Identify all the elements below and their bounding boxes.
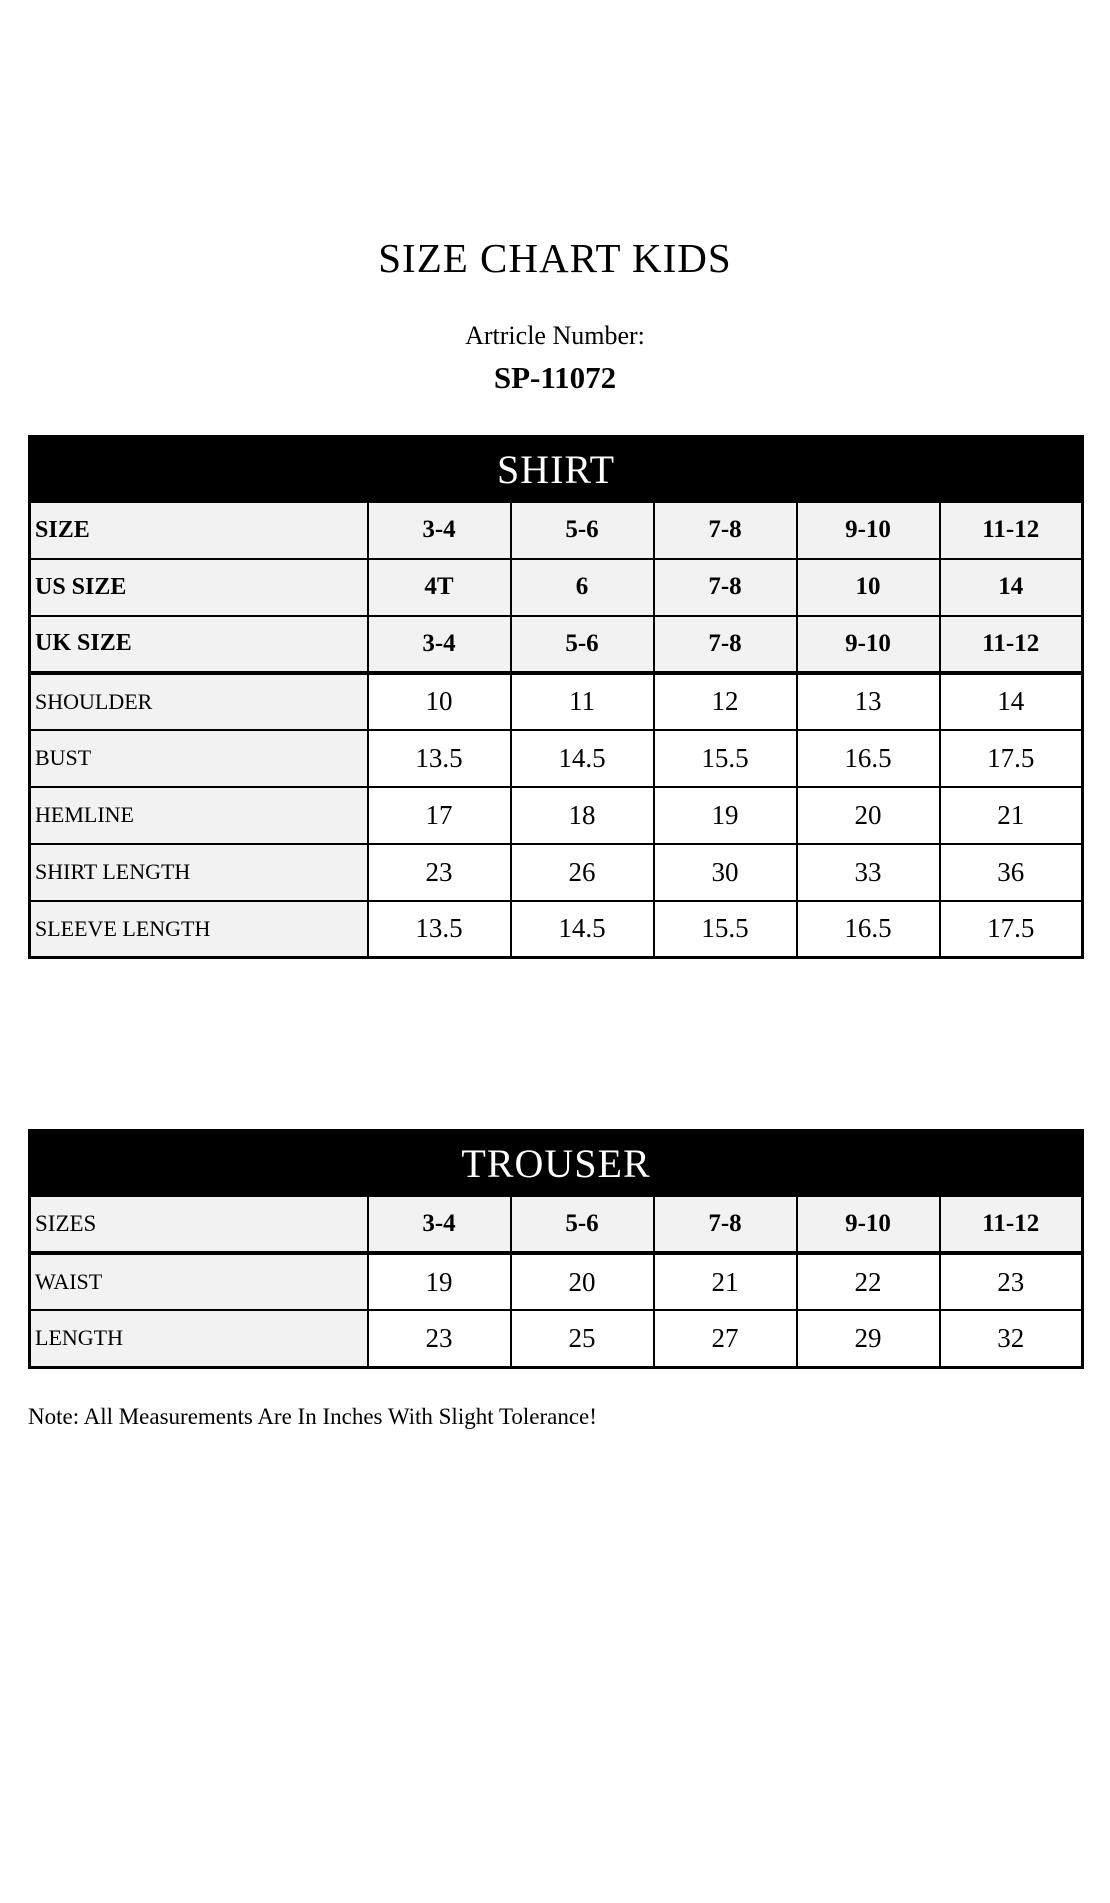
size-value-cell: 5-6	[511, 616, 654, 673]
size-value-cell: 19	[368, 1253, 511, 1310]
row-label: SIZES	[30, 1196, 368, 1253]
size-value-cell: 5-6	[511, 502, 654, 559]
size-value-cell: 36	[940, 844, 1083, 901]
row-label: LENGTH	[30, 1310, 368, 1367]
shirt-table-body	[30, 502, 1083, 958]
size-value-cell: 9-10	[797, 1196, 940, 1253]
size-value-cell: 3-4	[368, 616, 511, 673]
size-value-cell: 29	[797, 1310, 940, 1367]
size-value-cell: 7-8	[654, 559, 797, 616]
size-value-cell: 7-8	[654, 616, 797, 673]
table-row	[30, 1310, 1083, 1367]
size-value-cell: 6	[511, 559, 654, 616]
size-value-cell: 3-4	[368, 1196, 511, 1253]
trouser-table-body	[30, 1196, 1083, 1367]
trouser-size-table	[28, 1129, 1084, 1369]
row-label: UK SIZE	[30, 616, 368, 673]
row-label: WAIST	[30, 1253, 368, 1310]
table-row	[30, 673, 1083, 730]
size-value-cell: 21	[940, 787, 1083, 844]
shirt-size-table	[28, 435, 1084, 960]
table-row	[30, 844, 1083, 901]
row-label: HEMLINE	[30, 787, 368, 844]
size-value-cell: 27	[654, 1310, 797, 1367]
trouser-table-title: TROUSER	[30, 1131, 1083, 1197]
size-value-cell: 14.5	[511, 730, 654, 787]
size-value-cell: 21	[654, 1253, 797, 1310]
table-row	[30, 787, 1083, 844]
size-value-cell: 30	[654, 844, 797, 901]
size-value-cell: 7-8	[654, 502, 797, 559]
size-value-cell: 18	[511, 787, 654, 844]
table-row	[30, 1196, 1083, 1253]
row-label: BUST	[30, 730, 368, 787]
size-value-cell: 23	[368, 844, 511, 901]
size-value-cell: 23	[368, 1310, 511, 1367]
table-row	[30, 616, 1083, 673]
size-value-cell: 10	[797, 559, 940, 616]
shirt-banner-row	[30, 436, 1083, 502]
size-value-cell: 14.5	[511, 901, 654, 958]
table-row	[30, 1253, 1083, 1310]
article-number-label: Artricle Number:	[465, 321, 645, 350]
size-value-cell: 20	[797, 787, 940, 844]
size-value-cell: 17.5	[940, 730, 1083, 787]
row-label: SHOULDER	[30, 673, 368, 730]
measurement-note: Note: All Measurements Are In Inches With Slight Tolerance!	[28, 1403, 597, 1429]
row-label: SIZE	[30, 502, 368, 559]
size-value-cell: 15.5	[654, 730, 797, 787]
size-value-cell: 16.5	[797, 730, 940, 787]
size-value-cell: 20	[511, 1253, 654, 1310]
size-value-cell: 9-10	[797, 502, 940, 559]
row-label: SHIRT LENGTH	[30, 844, 368, 901]
size-value-cell: 11-12	[940, 502, 1083, 559]
size-value-cell: 9-10	[797, 616, 940, 673]
size-value-cell: 4T	[368, 559, 511, 616]
size-value-cell: 11-12	[940, 1196, 1083, 1253]
shirt-table-title: SHIRT	[30, 436, 1083, 502]
size-value-cell: 32	[940, 1310, 1083, 1367]
size-value-cell: 16.5	[797, 901, 940, 958]
table-row	[30, 901, 1083, 958]
table-row	[30, 730, 1083, 787]
table-row	[30, 559, 1083, 616]
size-value-cell: 13.5	[368, 730, 511, 787]
row-label: US SIZE	[30, 559, 368, 616]
size-value-cell: 17	[368, 787, 511, 844]
size-value-cell: 5-6	[511, 1196, 654, 1253]
size-value-cell: 25	[511, 1310, 654, 1367]
size-value-cell: 26	[511, 844, 654, 901]
size-value-cell: 14	[940, 673, 1083, 730]
article-number-value: SP-11072	[493, 360, 617, 395]
row-label: SLEEVE LENGTH	[30, 901, 368, 958]
size-value-cell: 10	[368, 673, 511, 730]
size-value-cell: 13	[797, 673, 940, 730]
size-value-cell: 11	[511, 673, 654, 730]
size-value-cell: 19	[654, 787, 797, 844]
size-value-cell: 33	[797, 844, 940, 901]
size-value-cell: 12	[654, 673, 797, 730]
trouser-banner-row	[30, 1131, 1083, 1197]
size-value-cell: 15.5	[654, 901, 797, 958]
table-row	[30, 502, 1083, 559]
size-value-cell: 13.5	[368, 901, 511, 958]
size-value-cell: 14	[940, 559, 1083, 616]
size-value-cell: 7-8	[654, 1196, 797, 1253]
size-value-cell: 23	[940, 1253, 1083, 1310]
page-title: SIZE CHART KIDS	[378, 235, 732, 281]
size-value-cell: 22	[797, 1253, 940, 1310]
size-value-cell: 11-12	[940, 616, 1083, 673]
size-value-cell: 3-4	[368, 502, 511, 559]
size-chart-page	[0, 235, 1110, 1903]
size-value-cell: 17.5	[940, 901, 1083, 958]
